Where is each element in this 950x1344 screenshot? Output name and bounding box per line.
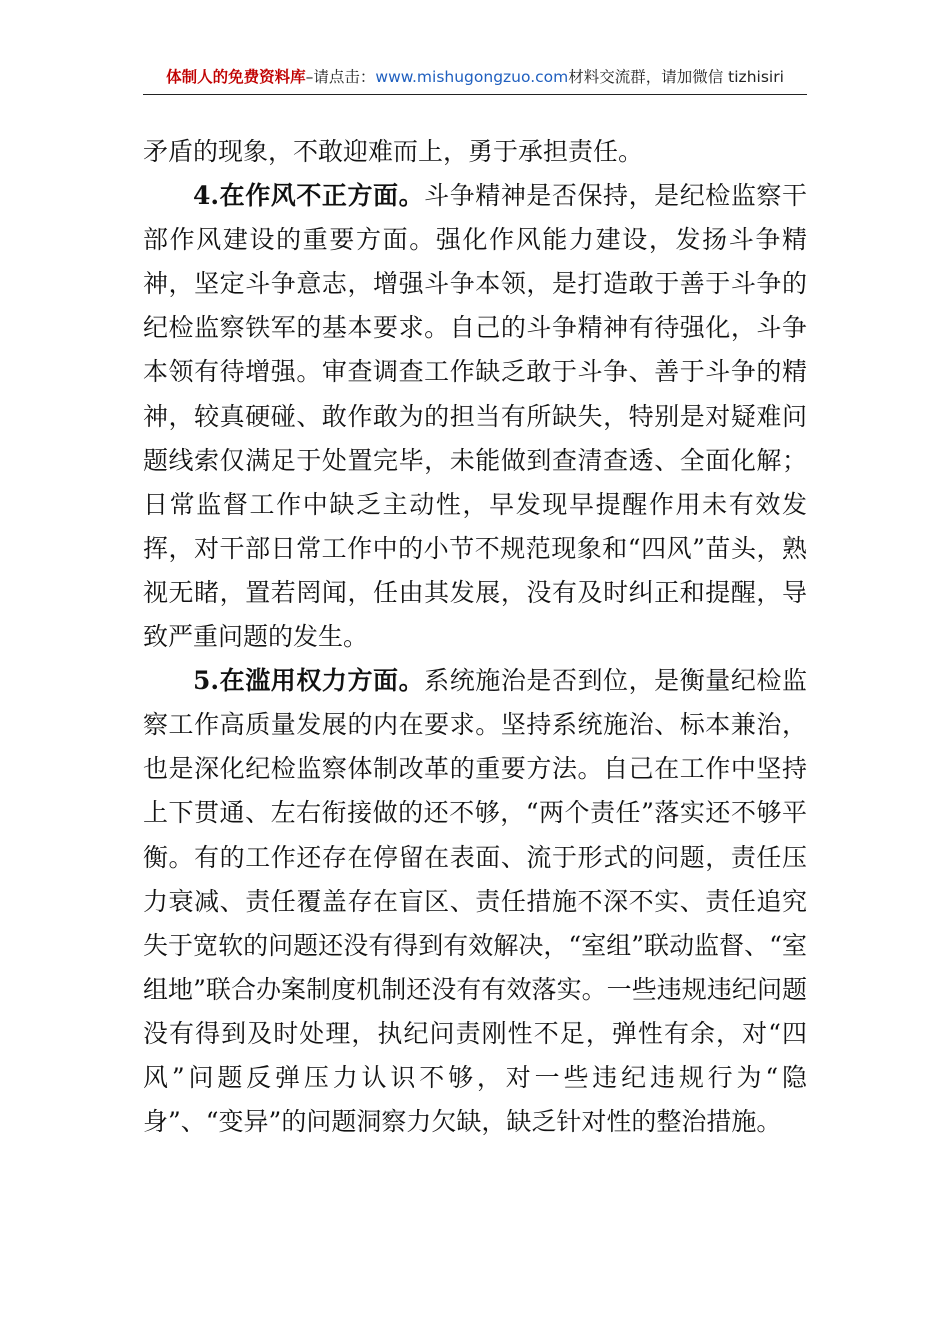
section-5-text: 系统施治是否到位，是衡量纪检监察工作高质量发展的内在要求。坚持系统施治、标本兼治，也是深化纪检监察体制改革的重要方法。自己在工作中坚持上下贯通、左右衔接做的还不够，“两个责任”落实还不够平衡。有的工作还存在停留在表面、流于形式的问题，责任压力衰减、责任覆盖存在盲区、责任措施不深不实、责任追究失于宽软的问题还没有得到有效解决，“室组”联动监督、“室组地”联合办案制度机制还没有有效落实。一些违规违纪问题没有得到及时处理，执纪问责刚性不足，弹性有余，对“四风”问题反弹压力认识不够，对一些违纪违规行为“隐身”、“变异”的问题洞察力欠缺，缺乏针对性的整治措施。	[143, 666, 807, 1137]
section-4-text: 斗争精神是否保持，是纪检监察干部作风建设的重要方面。强化作风能力建设，发扬斗争精神，坚定斗争意志，增强斗争本领，是打造敢于善于斗争的纪检监察铁军的基本要求。自己的斗争精神有待强化，斗争本领有待增强。审查调查工作缺乏敢于斗争、善于斗争的精神，较真硬碰、敢作敢为的担当有所缺失，特别是对疑难问题线索仅满足于处置完毕，未能做到查清查透、全面化解；日常监督工作中缺乏主动性，早发现早提醒作用未有效发挥，对干部日常工作中的小节不规范现象和“四风”苗头，熟视无睹，置若罔闻，任由其发展，没有及时纠正和提醒，导致严重问题的发生。	[143, 181, 807, 652]
paragraph-section-4	[143, 174, 807, 659]
paragraph-section-5	[143, 659, 807, 1144]
section-5-heading: 5.在滥用权力方面。	[193, 666, 425, 696]
header-url-link[interactable]: www.mishugongzuo.com	[375, 68, 569, 86]
header-prompt: –请点击：	[305, 68, 376, 86]
header-suffix: 材料交流群，请加微信 tizhisiri	[568, 68, 784, 86]
paragraph-text: 矛盾的现象，不敢迎难而上，勇于承担责任。	[143, 137, 644, 166]
paragraph-continuation	[143, 130, 807, 174]
document-body	[143, 130, 807, 1144]
section-4-heading: 4.在作风不正方面。	[193, 181, 425, 211]
page-header	[143, 60, 807, 95]
header-brand: 体制人的免费资料库	[166, 68, 306, 86]
